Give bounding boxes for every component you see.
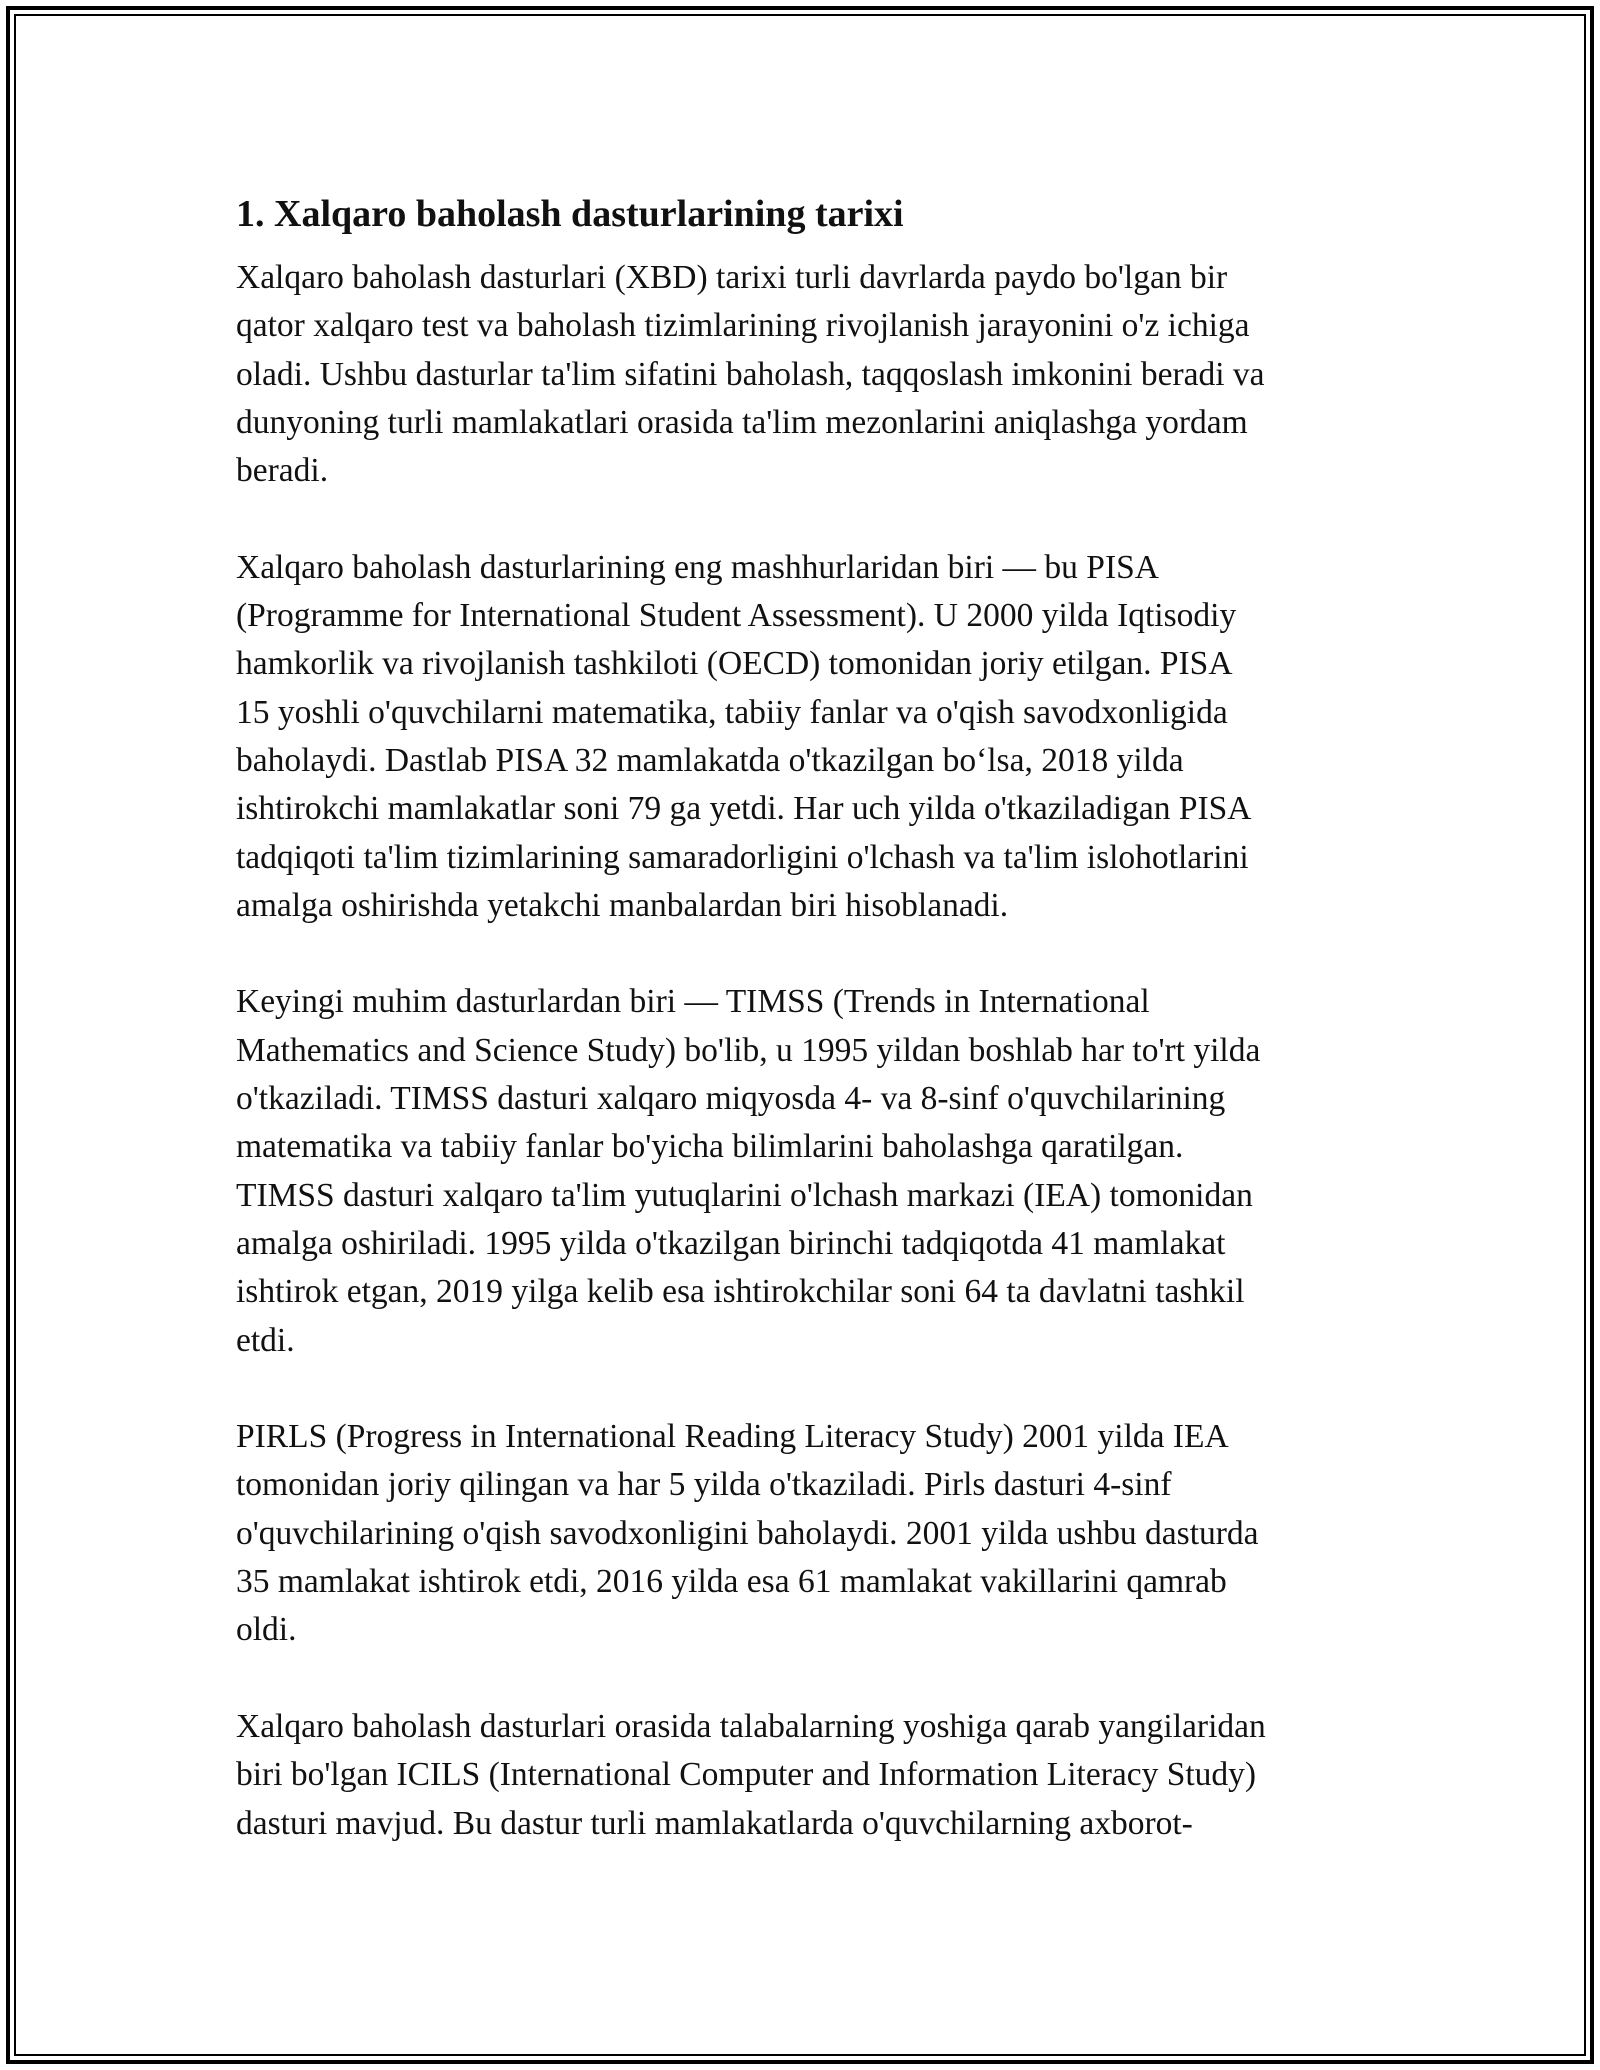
text-line: tadqiqoti ta'lim tizimlarining samaradorligini o'lchash va ta'lim islohotlarini (236, 838, 1249, 876)
text-line: etdi. (236, 1321, 295, 1359)
paragraph-5 (236, 1703, 1376, 1848)
text-line: amalga oshiriladi. 1995 yilda o'tkazilgan birinchi tadqiqotda 41 mamlakat (236, 1224, 1226, 1262)
text-line: tomonidan joriy qilingan va har 5 yilda o'tkaziladi. Pirls dasturi 4-sinf (236, 1466, 1172, 1504)
text-line: o'tkaziladi. TIMSS dasturi xalqaro miqyosda 4- va 8-sinf o'quvchilarining (236, 1080, 1226, 1118)
text-line: matematika va tabiiy fanlar bo'yicha bilimlarini baholashga qaratilgan. (236, 1128, 1184, 1166)
text-line: Mathematics and Science Study) bo'lib, u 1995 yildan boshlab har to'rt yilda (236, 1031, 1261, 1069)
text-line: qator xalqaro test va baholash tizimlarining rivojlanish jarayonini o'z ichiga (236, 307, 1250, 345)
text-line: baholaydi. Dastlab PISA 32 mamlakatda o'tkazilgan bo‘lsa, 2018 yilda (236, 741, 1184, 779)
text-line: (Programme for International Student Assessment). U 2000 yilda Iqtisodiy (236, 597, 1237, 635)
text-line: o'quvchilarining o'qish savodxonligini baholaydi. 2001 yilda ushbu dasturda (236, 1514, 1259, 1552)
paragraph-2 (236, 544, 1376, 930)
text-line: hamkorlik va rivojlanish tashkiloti (OECD) tomonidan joriy etilgan. PISA (236, 645, 1233, 683)
text-line: ishtirok etgan, 2019 yilga kelib esa ishtirokchilar soni 64 ta davlatni tashkil (236, 1273, 1245, 1311)
text-line: oldi. (236, 1611, 297, 1649)
text-line: 15 yoshli o'quvchilarni matematika, tabiiy fanlar va o'qish savodxonligida (236, 693, 1228, 731)
paragraph-1 (236, 254, 1376, 495)
text-line: Keyingi muhim dasturlardan biri — TIMSS (Trends in International (236, 983, 1150, 1021)
text-line: Xalqaro baholash dasturlari orasida talabalarning yoshiga qarab yangilaridan (236, 1707, 1266, 1745)
text-line: oladi. Ushbu dasturlar ta'lim sifatini baholash, taqqoslash imkonini beradi va (236, 355, 1265, 393)
text-line: biri bo'lgan ICILS (International Computer and Information Literacy Study) (236, 1756, 1257, 1794)
document-body (236, 188, 1376, 1896)
text-line: amalga oshirishda yetakchi manbalardan biri hisoblanadi. (236, 886, 1009, 924)
text-line: 35 mamlakat ishtirok etdi, 2016 yilda esa 61 mamlakat vakillarini qamrab (236, 1563, 1227, 1601)
paragraph-4 (236, 1413, 1376, 1654)
text-line: dasturi mavjud. Bu dastur turli mamlakatlarda o'quvchilarning axborot- (236, 1804, 1193, 1842)
text-line: PIRLS (Progress in International Reading Literacy Study) 2001 yilda IEA (236, 1418, 1229, 1456)
text-line: Xalqaro baholash dasturlari (XBD) tarixi turli davrlarda paydo bo'lgan bir (236, 259, 1228, 296)
text-line: ishtirokchi mamlakatlar soni 79 ga yetdi. Har uch yilda o'tkaziladigan PISA (236, 790, 1252, 828)
paragraph-container (236, 254, 1376, 1848)
text-line: dunyoning turli mamlakatlari orasida ta'lim mezonlarini aniqlashga yordam (236, 403, 1248, 441)
paragraph-3 (236, 978, 1376, 1364)
text-line: TIMSS dasturi xalqaro ta'lim yutuqlarini o'lchash markazi (IEA) tomonidan (236, 1176, 1253, 1214)
text-line: Xalqaro baholash dasturlarining eng mashhurlaridan biri — bu PISA (236, 548, 1159, 586)
text-line: beradi. (236, 452, 329, 490)
section-heading: 1. Xalqaro baholash dasturlarining tarixi (236, 193, 904, 235)
